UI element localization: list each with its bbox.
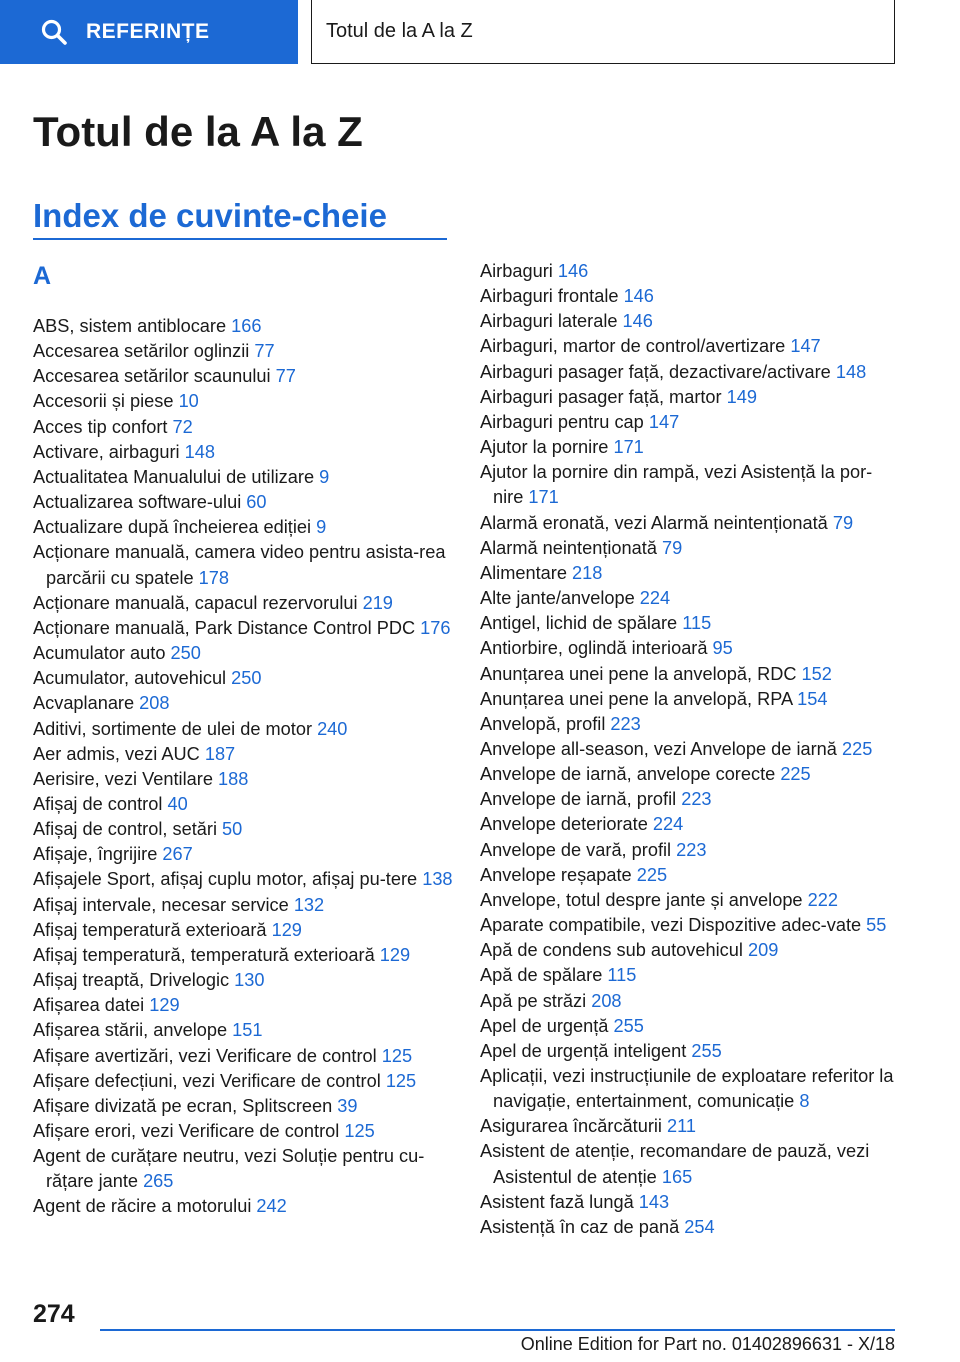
page-number: 274	[33, 1300, 75, 1328]
index-entry-text: Asistență în caz de pană	[480, 1216, 685, 1237]
index-entry-text: Anvelope deteriorate	[480, 814, 653, 835]
index-entry-page-link[interactable]: 72	[172, 416, 193, 437]
index-entry	[33, 993, 453, 1018]
index-entry	[33, 943, 453, 968]
index-entry-page-link[interactable]: 146	[557, 261, 589, 281]
index-entry-text: Anvelope reșapate	[480, 864, 637, 885]
index-entry-page-link[interactable]: 77	[254, 341, 275, 362]
index-entry-text: Acumulator, autovehicul	[33, 668, 232, 689]
index-entry	[480, 284, 900, 309]
index-entry	[480, 963, 900, 988]
references-tab[interactable]	[0, 0, 298, 64]
index-entry	[480, 435, 900, 460]
index-entry-text: Alarmă eronată, vezi Alarmă neintenționată	[480, 512, 833, 533]
index-entry-text: Apă pe străzi	[480, 990, 592, 1011]
index-entry	[33, 1018, 453, 1043]
index-entry-page-link[interactable]: 125	[381, 1045, 413, 1066]
index-entry-page-link[interactable]: 171	[613, 437, 644, 458]
index-entry-text: Afișare avertizări, vezi Verificare de control	[33, 1045, 382, 1066]
index-entry-text: Afișare divizată pe ecran, Splitscreen	[33, 1095, 338, 1116]
index-entry	[480, 1190, 900, 1215]
index-entry-text: Airbaguri	[480, 261, 558, 281]
index-entry-page-link[interactable]: 55	[866, 915, 887, 936]
index-entry	[480, 586, 900, 611]
index-entry	[480, 1039, 900, 1064]
index-entry	[33, 1144, 453, 1194]
index-entry-page-link[interactable]: 218	[572, 562, 603, 583]
references-tab-label: REFERINȚE	[86, 20, 210, 43]
index-entry	[33, 867, 453, 892]
index-entry-text: Apă de spălare	[480, 965, 608, 986]
index-entry-text: Afișare defecțiuni, vezi Verificare de control	[33, 1070, 386, 1091]
index-entry-text: Afișarea datei	[33, 995, 150, 1016]
index-entry-page-link[interactable]: 95	[712, 638, 733, 659]
index-entry-text: Alimentare	[480, 562, 572, 583]
index-entry-page-link[interactable]: 267	[162, 844, 193, 865]
index-entry	[480, 1064, 900, 1114]
index-entry	[480, 1139, 900, 1189]
index-entry-text: Aplicații, vezi instrucțiunile de exploatare referitor la navigație, entertainment, comunicație	[480, 1066, 894, 1112]
index-entry-text: Apel de urgență inteligent	[480, 1040, 692, 1061]
index-entry-page-link[interactable]: 50	[222, 819, 243, 840]
index-entry-page-link[interactable]: 250	[231, 668, 262, 689]
index-entry-text: Acvaplanare	[33, 693, 140, 714]
index-entry-page-link[interactable]: 132	[293, 894, 325, 915]
index-entry-text: Antiorbire, oglindă interioară	[480, 638, 713, 659]
index-entry	[480, 1114, 900, 1139]
index-entry	[480, 762, 900, 787]
index-entry-text: Aparate compatibile, vezi Dispozitive adec-vate	[480, 915, 867, 936]
index-entry-text: Acumulator auto	[33, 643, 171, 664]
section-title: Index de cuvinte-cheie	[33, 197, 387, 234]
index-entry	[480, 838, 900, 863]
index-entry-text: Aer admis, vezi AUC	[33, 743, 205, 764]
index-entry-text: ABS, sistem antiblocare	[33, 316, 232, 336]
index-entry	[480, 687, 900, 712]
index-entry	[480, 737, 900, 762]
index-entry-text: Ajutor la pornire din rampă, vezi Asistență la por-nire	[480, 462, 873, 508]
index-entry	[33, 415, 453, 440]
index-entry	[33, 968, 453, 993]
index-entry	[480, 536, 900, 561]
index-entry	[33, 1094, 453, 1119]
index-entry-text: Accesarea setărilor oglinzii	[33, 341, 255, 362]
index-entry-text: Acționare manuală, Park Distance Control PDC	[33, 617, 421, 638]
index-entry	[480, 561, 900, 586]
index-entry-page-link[interactable]: 224	[639, 588, 671, 609]
index-entry	[33, 515, 453, 540]
index-entry-page-link[interactable]: 60	[246, 492, 267, 513]
index-entry-page-link[interactable]: 115	[607, 965, 637, 986]
index-entry	[33, 666, 453, 691]
index-entry-page-link[interactable]: 265	[143, 1171, 174, 1192]
index-entry-text: Airbaguri, martor de control/avertizare	[480, 336, 791, 357]
index-entry	[480, 309, 900, 334]
index-entry-text: Airbaguri pasager față, dezactivare/activare	[480, 361, 836, 382]
index-entry-page-link[interactable]: 222	[807, 889, 838, 910]
index-entry-text: Anvelope all-season, vezi Anvelope de iarnă	[480, 738, 842, 759]
index-column-right	[480, 259, 900, 1240]
index-entry-text: Airbaguri laterale	[480, 311, 623, 332]
index-entry-text: Antigel, lichid de spălare	[480, 613, 683, 634]
index-entry-text: Accesorii și piese	[33, 391, 179, 412]
index-entry	[33, 893, 453, 918]
index-entry-page-link[interactable]: 178	[198, 567, 230, 588]
index-entry-text: Afișaj de control, setări	[33, 819, 223, 840]
index-entry-page-link[interactable]: 146	[622, 311, 653, 332]
index-entry-text: Afișaj de control	[33, 793, 168, 814]
index-entry-text: Acționare manuală, camera video pentru asista-rea parcării cu spatele	[33, 542, 446, 588]
index-entry-page-link[interactable]: 171	[528, 487, 559, 508]
index-entry-page-link[interactable]: 223	[676, 839, 707, 860]
index-entry-page-link[interactable]: 9	[319, 466, 330, 487]
index-entry-text: Aerisire, vezi Ventilare	[33, 768, 218, 789]
index-entry	[33, 1119, 453, 1144]
index-entry-page-link[interactable]: 9	[316, 517, 327, 538]
index-entry-text: Agent de răcire a motorului	[33, 1196, 257, 1217]
index-entry-page-link[interactable]: 254	[684, 1216, 715, 1237]
index-entry	[33, 1194, 453, 1219]
index-entry	[33, 767, 453, 792]
index-entry	[33, 717, 453, 742]
index-entry-page-link[interactable]: 147	[648, 411, 680, 432]
index-entry-page-link[interactable]: 152	[801, 663, 832, 684]
index-entry-text: Agent de curățare neutru, vezi Soluție pentru cu-rățare jante	[33, 1146, 425, 1192]
index-entry-page-link[interactable]: 208	[591, 990, 622, 1011]
index-entry-text: Afișaj intervale, necesar service	[33, 894, 294, 915]
section-divider	[33, 238, 447, 240]
index-entry-page-link[interactable]: 77	[275, 366, 296, 387]
index-entry	[33, 440, 453, 465]
index-entry	[33, 641, 453, 666]
index-entry	[33, 490, 453, 515]
index-entry-text: Afișaje, îngrijire	[33, 844, 163, 865]
index-entry-text: Alte jante/anvelope	[480, 588, 640, 609]
index-entry-page-link[interactable]: 148	[184, 441, 215, 462]
index-entry-page-link[interactable]: 130	[234, 970, 265, 991]
index-entry-text: Anunțarea unei pene la anvelopă, RDC	[480, 663, 802, 684]
index-entry-page-link[interactable]: 255	[691, 1040, 722, 1061]
index-entry-page-link[interactable]: 115	[682, 613, 712, 634]
index-entry	[33, 314, 453, 339]
index-entry-page-link[interactable]: 225	[780, 764, 811, 785]
index-entry-text: Afișajele Sport, afișaj cuplu motor, afișaj pu-tere	[33, 869, 423, 890]
index-entry-page-link[interactable]: 223	[610, 713, 641, 734]
index-entry-text: Anvelope de vară, profil	[480, 839, 677, 860]
index-entry-page-link[interactable]: 242	[256, 1196, 287, 1217]
index-entry	[480, 938, 900, 963]
index-entry-page-link[interactable]: 225	[636, 864, 668, 885]
index-entry-text: Anvelopă, profil	[480, 713, 611, 734]
index-entry-text: Aditivi, sortimente de ulei de motor	[33, 718, 318, 739]
index-entry-page-link[interactable]: 79	[662, 537, 683, 558]
index-entry-text: Afișaj temperatură, temperatură exterioară	[33, 944, 380, 965]
index-entry	[480, 888, 900, 913]
index-entry-text: Actualizare după încheierea ediției	[33, 517, 317, 538]
index-entry-text: Acționare manuală, capacul rezervorului	[33, 592, 363, 613]
index-entry	[480, 812, 900, 837]
index-entry-page-link[interactable]: 149	[726, 386, 758, 407]
index-entry-page-link[interactable]: 240	[317, 718, 348, 739]
index-entry	[480, 989, 900, 1014]
footer-divider	[100, 1329, 895, 1331]
index-entry-text: Airbaguri pentru cap	[480, 411, 649, 432]
index-letter: A	[33, 262, 52, 290]
index-entry	[33, 540, 453, 590]
index-entry-page-link[interactable]: 223	[681, 789, 712, 810]
index-entry-text: Anvelope, totul despre jante și anvelope	[480, 889, 808, 910]
index-entry-page-link[interactable]: 40	[167, 793, 188, 814]
index-entry	[480, 712, 900, 737]
index-entry	[33, 817, 453, 842]
index-entry-page-link[interactable]: 255	[613, 1015, 644, 1036]
index-entry-text: Asigurarea încărcăturii	[480, 1116, 668, 1137]
index-entry-text: Accesarea setărilor scaunului	[33, 366, 276, 387]
index-entry-text: Anvelope de iarnă, profil	[480, 789, 682, 810]
index-entry-page-link[interactable]: 219	[362, 592, 393, 613]
index-entry-text: Asistent fază lungă	[480, 1191, 639, 1212]
index-entry	[480, 385, 900, 410]
index-entry-text: Ajutor la pornire	[480, 437, 614, 458]
index-entry-page-link[interactable]: 10	[178, 391, 199, 412]
index-entry	[33, 742, 453, 767]
index-entry	[33, 339, 453, 364]
index-entry-page-link[interactable]: 129	[379, 944, 411, 965]
index-entry-page-link[interactable]: 166	[231, 316, 262, 336]
index-entry-page-link[interactable]: 188	[217, 768, 249, 789]
index-entry	[480, 360, 900, 385]
index-entry-page-link[interactable]: 125	[385, 1070, 417, 1091]
index-entry	[480, 913, 900, 938]
index-entry-page-link[interactable]: 39	[337, 1095, 358, 1116]
index-entry-page-link[interactable]: 154	[797, 688, 828, 709]
index-column-left	[33, 314, 453, 1220]
index-entry-text: Acces tip confort	[33, 416, 173, 437]
index-entry-text: Afișaj treaptă, Drivelogic	[33, 970, 235, 991]
index-entry	[480, 611, 900, 636]
index-entry	[33, 792, 453, 817]
index-entry	[480, 636, 900, 661]
index-entry-page-link[interactable]: 211	[667, 1116, 697, 1137]
index-entry-page-link[interactable]: 208	[139, 693, 170, 714]
index-entry	[480, 410, 900, 435]
footer-edition-text: Online Edition for Part no. 01402896631 - X/18	[520, 1334, 895, 1354]
index-entry-text: Afișaj temperatură exterioară	[33, 919, 272, 940]
index-entry-page-link[interactable]: 125	[344, 1121, 375, 1141]
index-entry-page-link[interactable]: 148	[835, 361, 867, 382]
index-entry	[480, 662, 900, 687]
index-entry	[480, 1014, 900, 1039]
index-entry	[33, 364, 453, 389]
index-entry-page-link[interactable]: 225	[841, 738, 873, 759]
breadcrumb[interactable]: Totul de la A la Z	[311, 0, 895, 64]
index-entry	[33, 465, 453, 490]
index-entry	[33, 591, 453, 616]
index-entry-text: Activare, airbaguri	[33, 441, 185, 462]
index-entry	[480, 511, 900, 536]
index-entry-text: Apel de urgență	[480, 1015, 614, 1036]
index-entry-text: Alarmă neintenționată	[480, 537, 662, 558]
index-entry	[480, 334, 900, 359]
index-entry	[480, 1215, 900, 1240]
index-entry-text: Airbaguri pasager față, martor	[480, 386, 727, 407]
index-entry-text: Afișarea stării, anvelope	[33, 1020, 233, 1041]
index-entry-page-link[interactable]: 151	[232, 1020, 263, 1041]
index-entry	[33, 616, 453, 641]
index-entry	[33, 389, 453, 414]
index-entry-page-link[interactable]: 8	[799, 1091, 810, 1112]
index-entry-page-link[interactable]: 138	[422, 869, 453, 890]
index-entry-text: Airbaguri frontale	[480, 286, 624, 307]
index-entry-page-link[interactable]: 224	[652, 814, 684, 835]
index-entry-page-link[interactable]: 129	[149, 995, 180, 1016]
index-entry-text: Asistent de atenție, recomandare de pauză, vezi Asistentul de atenție	[480, 1141, 870, 1187]
index-entry-text: Actualitatea Manualului de utilizare	[33, 466, 320, 487]
top-bar	[0, 0, 960, 68]
index-entry-text: Apă de condens sub autovehicul	[480, 940, 748, 961]
index-entry-text: Anunțarea unei pene la anvelopă, RPA	[480, 688, 798, 709]
index-entry-text: Afișare erori, vezi Verificare de control	[33, 1121, 345, 1141]
index-entry	[480, 460, 900, 510]
index-entry	[33, 842, 453, 867]
index-entry-text: Actualizarea software-ului	[33, 492, 247, 513]
index-entry	[33, 1044, 453, 1069]
index-entry	[33, 918, 453, 943]
index-entry-page-link[interactable]: 147	[790, 336, 821, 357]
index-entry	[480, 787, 900, 812]
index-entry-page-link[interactable]: 165	[661, 1166, 693, 1187]
index-entry-page-link[interactable]: 250	[170, 643, 201, 664]
index-entry-page-link[interactable]: 146	[623, 286, 654, 307]
index-entry-text: Anvelope de iarnă, anvelope corecte	[480, 764, 781, 785]
index-entry-page-link[interactable]: 143	[638, 1191, 670, 1212]
index-entry-page-link[interactable]: 187	[204, 743, 236, 764]
index-entry	[480, 863, 900, 888]
index-entry	[33, 1069, 453, 1094]
index-entry-page-link[interactable]: 79	[832, 512, 854, 533]
index-entry-page-link[interactable]: 129	[271, 919, 302, 940]
search-icon	[40, 18, 68, 46]
index-entry	[480, 259, 900, 284]
index-entry-page-link[interactable]: 209	[747, 940, 779, 961]
page-title: Totul de la A la Z	[33, 108, 363, 155]
index-entry-page-link[interactable]: 176	[420, 617, 451, 638]
index-entry	[33, 691, 453, 716]
